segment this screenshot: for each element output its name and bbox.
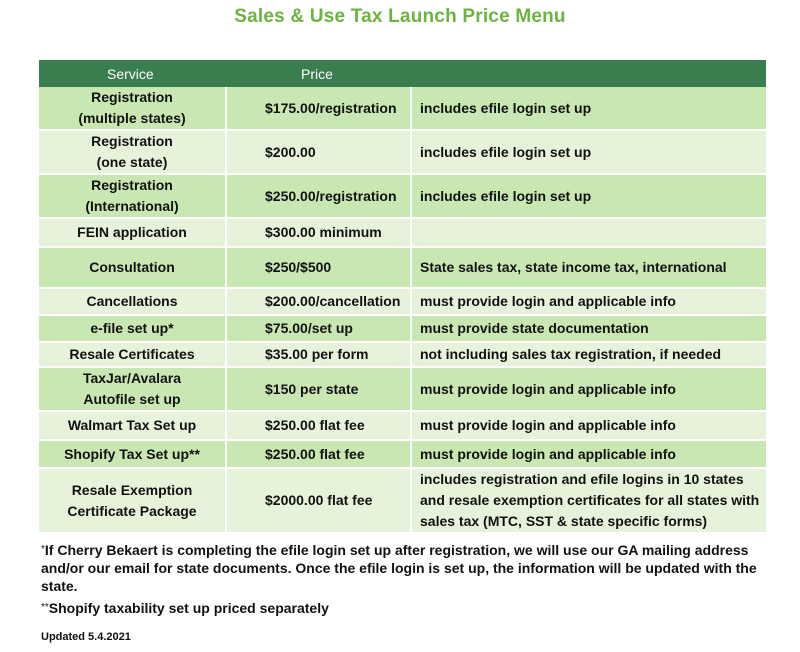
service-cell: Consultation	[39, 247, 226, 288]
table-header-row	[39, 60, 766, 87]
footnote-shopify-text: Shopify taxability set up priced separately	[48, 600, 329, 616]
service-cell: Resale Certificates	[39, 342, 226, 367]
service-cell: Cancellations	[39, 288, 226, 315]
note-cell: must provide login and applicable info	[411, 411, 766, 440]
table-row	[39, 315, 766, 342]
footnote-efile-text: If Cherry Bekaert is completing the efile login set up after registration, we will use our GA mailing address and/or our email for state documents. Once the efile login is set up, the information will be updated with the state.	[41, 542, 757, 594]
note-cell: must provide state documentation	[411, 315, 766, 342]
service-cell: e-file set up*	[39, 315, 226, 342]
table-row	[39, 440, 766, 468]
price-cell: $250.00 flat fee	[226, 440, 411, 468]
table-row	[39, 87, 766, 130]
footnote-efile-mark: *	[41, 544, 45, 555]
service-cell: FEIN application	[39, 218, 226, 247]
note-cell: includes efile login set up	[411, 174, 766, 218]
page-title: Sales & Use Tax Launch Price Menu	[234, 6, 566, 27]
price-cell: $150 per state	[226, 367, 411, 411]
header-notes	[411, 60, 766, 87]
note-cell: not including sales tax registration, if needed	[411, 342, 766, 367]
table-row	[39, 247, 766, 288]
table-row	[39, 218, 766, 247]
price-cell: $75.00/set up	[226, 315, 411, 342]
price-cell: $2000.00 flat fee	[226, 468, 411, 533]
note-cell: includes efile login set up	[411, 87, 766, 130]
footnote-shopify-mark: **	[41, 602, 49, 613]
table-row	[39, 130, 766, 174]
service-cell: Registration (one state)	[39, 130, 226, 174]
updated-date: Updated 5.4.2021	[41, 631, 131, 643]
footnote-shopify	[41, 599, 761, 617]
service-cell: Registration (International)	[39, 174, 226, 218]
note-cell: includes efile login set up	[411, 130, 766, 174]
footnote-efile	[41, 541, 761, 595]
service-cell: Shopify Tax Set up**	[39, 440, 226, 468]
header-service: Service	[107, 65, 154, 82]
price-cell: $35.00 per form	[226, 342, 411, 367]
table-row	[39, 342, 766, 367]
table-row	[39, 288, 766, 315]
price-cell: $200.00	[226, 130, 411, 174]
table-row	[39, 367, 766, 411]
price-cell: $250.00/registration	[226, 174, 411, 218]
note-cell	[411, 218, 766, 247]
header-price: Price	[301, 65, 333, 82]
service-cell: Resale Exemption Certificate Package	[39, 468, 226, 533]
table-row	[39, 468, 766, 533]
price-table	[39, 60, 766, 534]
table-row	[39, 411, 766, 440]
price-cell: $250.00 flat fee	[226, 411, 411, 440]
note-cell: State sales tax, state income tax, international	[411, 247, 766, 288]
price-cell: $200.00/cancellation	[226, 288, 411, 315]
price-cell: $300.00 minimum	[226, 218, 411, 247]
table-row	[39, 174, 766, 218]
note-cell: must provide login and applicable info	[411, 440, 766, 468]
service-cell: TaxJar/Avalara Autofile set up	[39, 367, 226, 411]
service-cell: Walmart Tax Set up	[39, 411, 226, 440]
price-cell: $250/$500	[226, 247, 411, 288]
price-cell: $175.00/registration	[226, 87, 411, 130]
note-cell: must provide login and applicable info	[411, 288, 766, 315]
note-cell: includes registration and efile logins in 10 states and resale exemption certificates for all states with sales tax (MTC, SST & state specific forms)	[411, 468, 766, 533]
service-cell: Registration (multiple states)	[39, 87, 226, 130]
note-cell: must provide login and applicable info	[411, 367, 766, 411]
